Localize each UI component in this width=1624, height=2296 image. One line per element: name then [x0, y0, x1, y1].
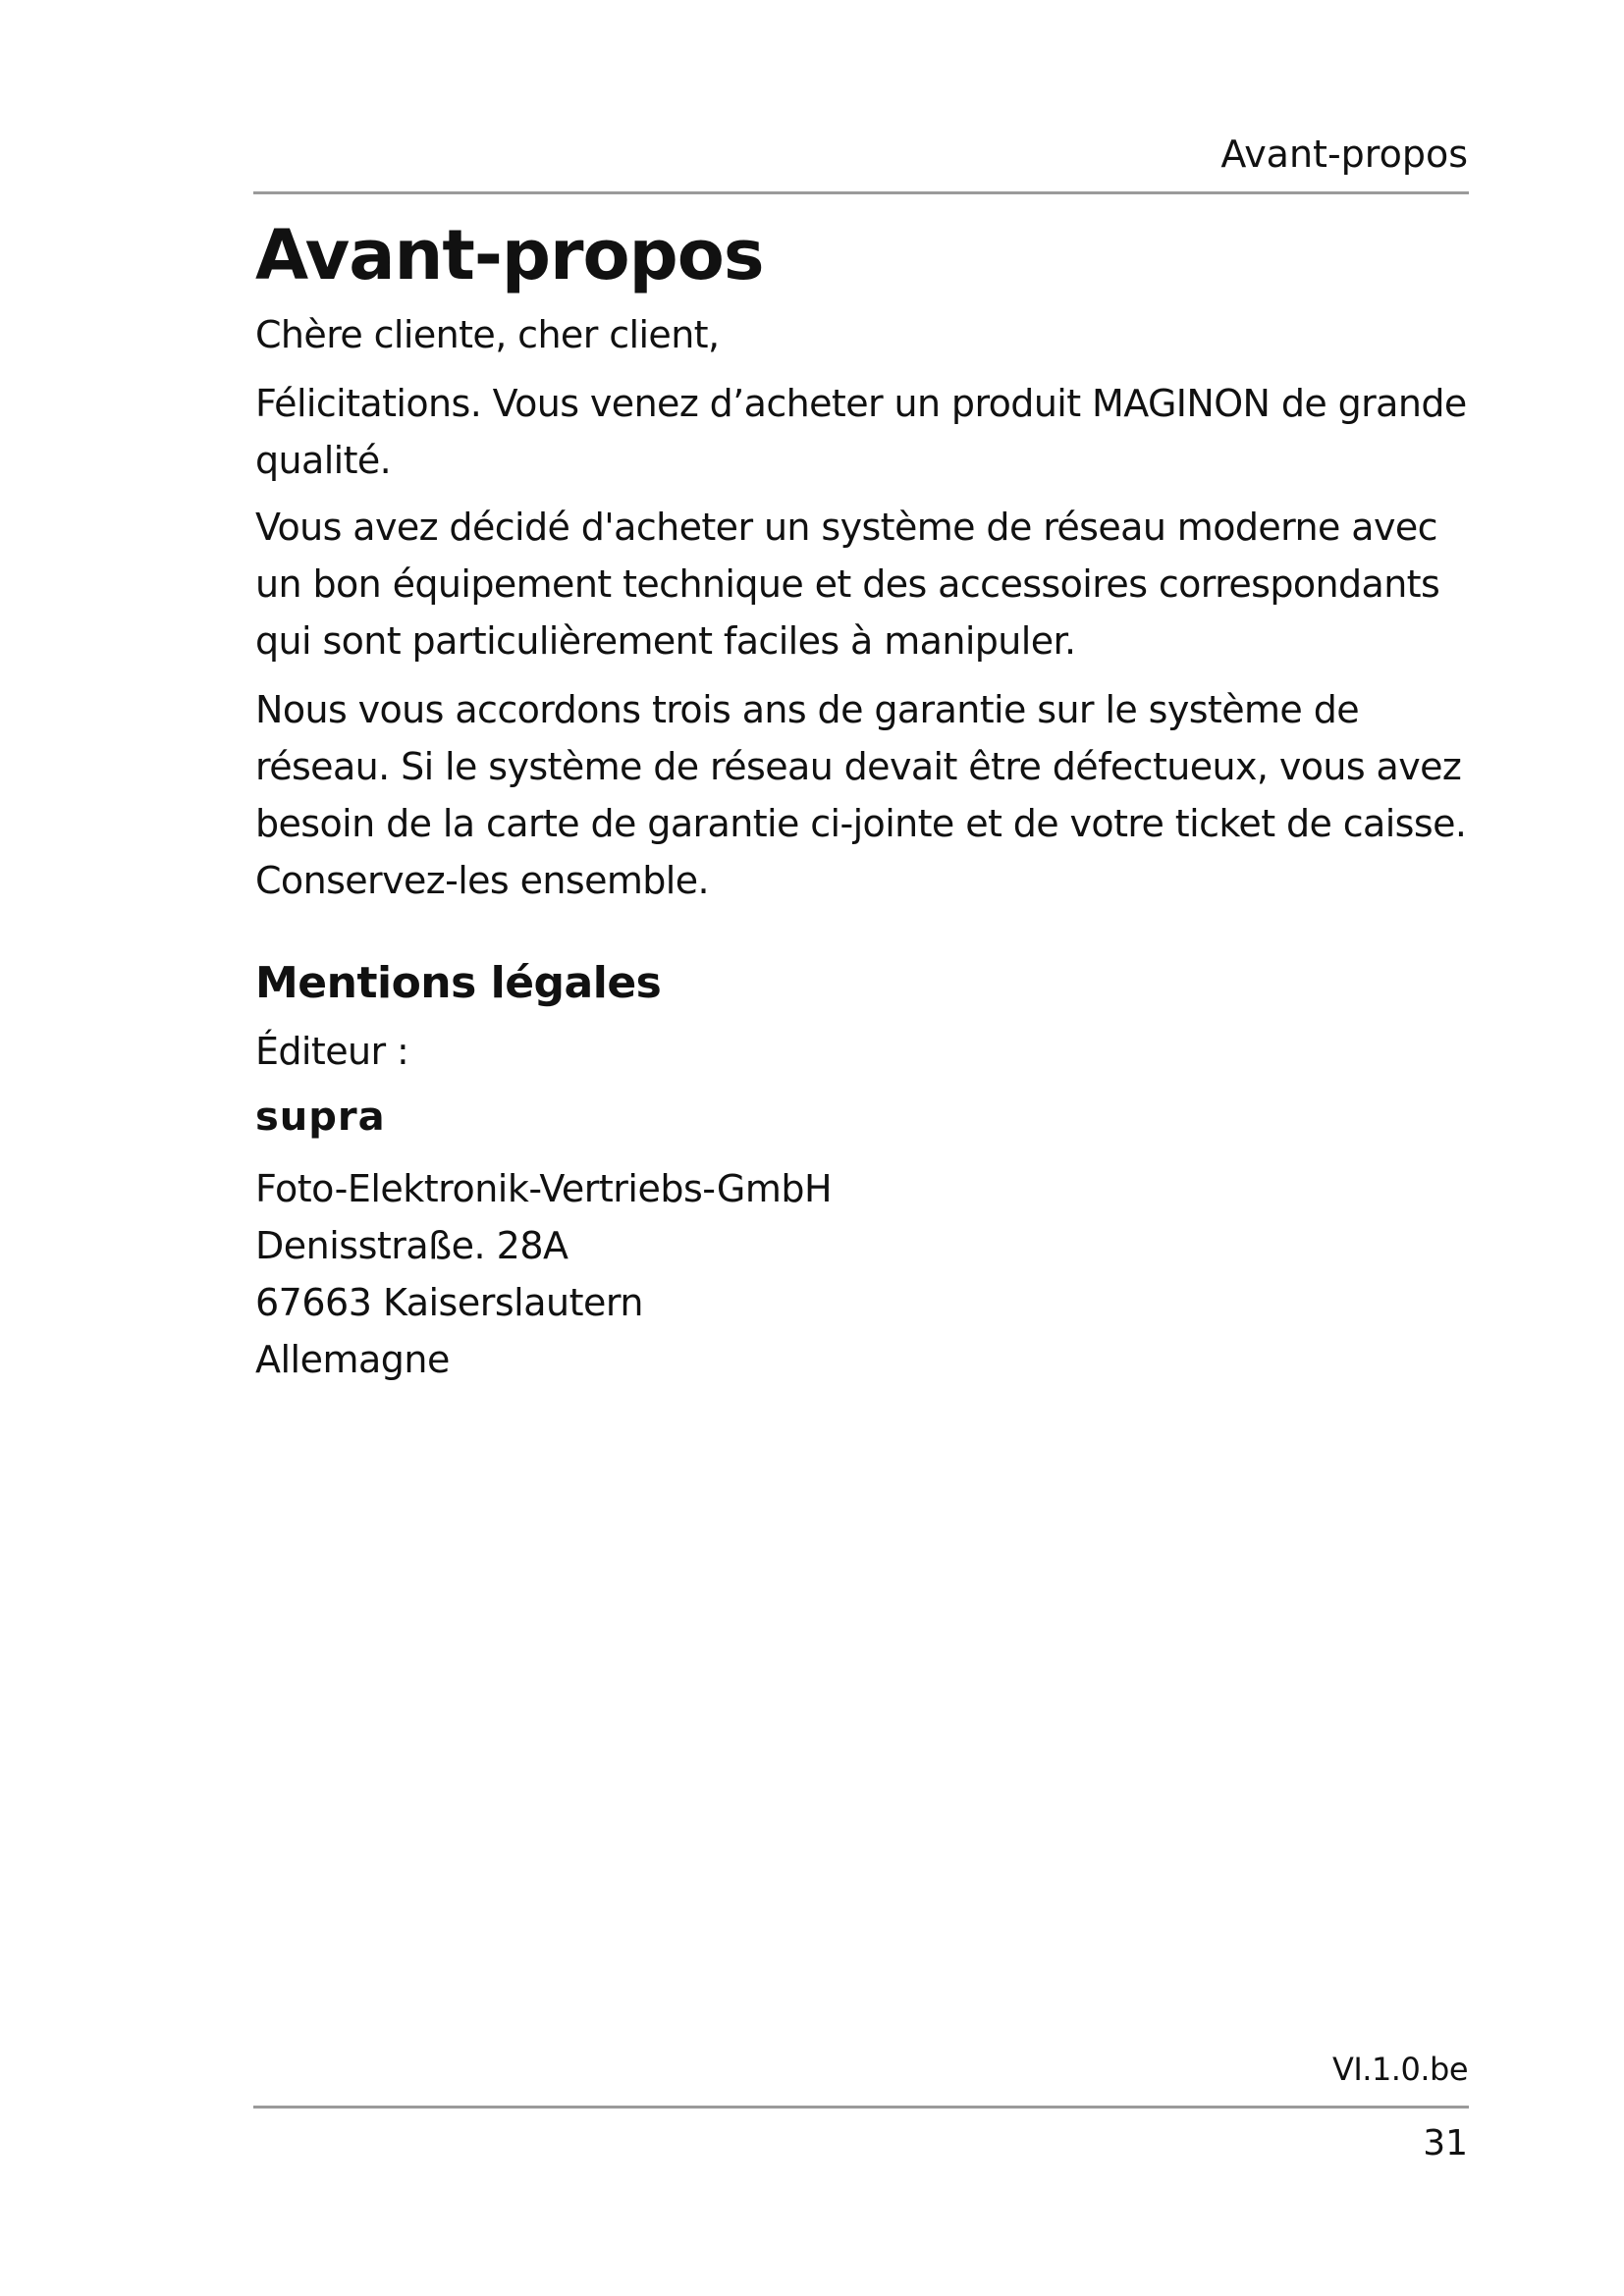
- address-street: Denisstraße. 28A: [255, 1224, 568, 1267]
- publisher-brand-logo: supra: [255, 1095, 386, 1140]
- page-title: Avant-propos: [255, 215, 764, 295]
- document-version: VI.1.0.be: [1331, 2051, 1468, 2088]
- address-country: Allemagne: [255, 1338, 450, 1381]
- greeting-paragraph: Chère cliente, cher client,: [255, 313, 720, 356]
- running-header-title: Avant-propos: [1220, 133, 1468, 176]
- publisher-address: [255, 1160, 1473, 1388]
- address-company: Foto-Elektronik-Vertriebs-GmbH: [255, 1167, 833, 1210]
- congratulations-paragraph: Félicitations. Vous venez d’acheter un produit MAGINON de grande qualité.: [255, 382, 1467, 482]
- warranty-paragraph: Nous vous accordons trois ans de garantie sur le système de réseau. Si le système de réseau devait être défectueux, vous avez besoin de la carte de garantie ci-jointe et de votre ticket de caisse. Conservez-les ensemble.: [255, 688, 1467, 902]
- product-description-paragraph: Vous avez décidé d'acheter un système de réseau moderne avec un bon équipement technique et des accessoires correspondants qui sont particulièrement faciles à manipuler.: [255, 506, 1440, 663]
- publisher-label: Éditeur :: [255, 1030, 409, 1073]
- address-city: 67663 Kaiserslautern: [255, 1281, 643, 1324]
- page-content: [255, 214, 1473, 1388]
- legal-notice-section: [255, 956, 1473, 1388]
- header-divider: [253, 191, 1469, 194]
- page-number: 31: [1423, 2123, 1468, 2163]
- footer-divider: [253, 2106, 1469, 2109]
- legal-notice-heading: Mentions légales: [255, 958, 662, 1008]
